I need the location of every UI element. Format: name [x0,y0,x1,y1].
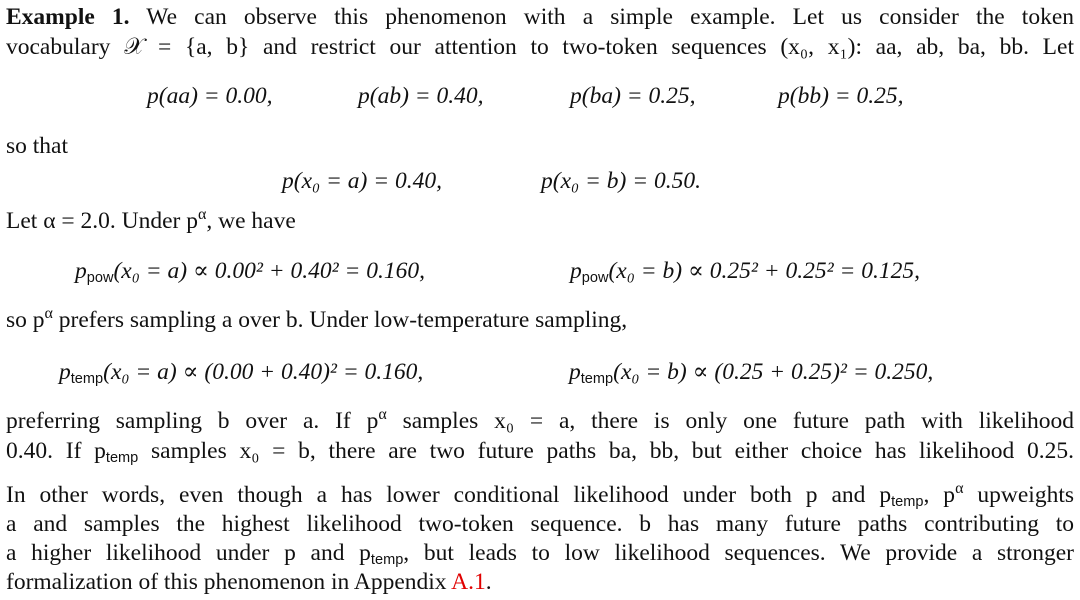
pow-eq-a: $p_{pow}(x_0 = a) \propto 0.00^2 + 0.40^2 = 0.160$, [75,258,426,287]
prob-ab: p(ab) = 0.40, [358,83,484,109]
alpha-line-text: Let α = 2.0. Under $p^\alpha$, we have [6,206,296,234]
para2-line-4-period: . [485,569,492,595]
para1-line-2: 0.40. If $p_{temp}$ samples x₀ = b, there are two future paths ba, bb, but either choice has likelihood 0.25. [6,438,1075,467]
so-that-text: so that [6,133,69,159]
intro-line-2: vocabulary 𝒳 = {a, b} and restrict our attention to two-token sequences (x₀, x₁): aa, ab, ba, bb. Let [6,34,1074,60]
para1-line-2-wrap [6,436,1074,466]
para2-line-4-text: formalization of this phenomenon in Appendix [6,569,452,595]
prob-aa: p(aa) = 0.00, [147,83,273,109]
prob-ba: p(ba) = 0.25, [570,83,696,109]
example-first-line-text [6,2,1074,32]
intro-line-2-wrap [6,32,1074,62]
temp-eq-a: $p_{temp}(x_0 = a) \propto (0.00 + 0.40)^2 = 0.160$, [59,359,424,388]
marginal-b: p(x₀ = b) = 0.50. [541,168,701,194]
para2-line-2: a and samples the highest likelihood two-token sequence. b has many future paths contributing to [6,511,1074,537]
alpha-line [6,206,296,236]
para2-line-4 [6,567,492,597]
pow-eq-b: $p_{pow}(x_0 = b) \propto 0.25^2 + 0.25^2 = 0.125$, [570,258,921,287]
para2-line-3: a higher likelihood under p and $p_{temp}$, but leads to low likelihood sequences. We provide a stronger [6,540,1074,569]
pow-sentence: so $p^\alpha$ prefers sampling a over b. Under low-temperature sampling, [6,305,628,333]
para2-line-1-wrap [6,480,1074,510]
marginal-a: p(x₀ = a) = 0.40, [282,168,442,194]
example-first-line [6,2,1074,32]
example-heading: Example 1. [6,4,130,30]
para1-line-1: preferring sampling b over a. If $p^\alpha$ samples x₀ = a, there is only one future path with likelihood [6,406,1074,434]
para2-line-2-wrap [6,509,1074,539]
intro-line-1: We can observe this phenomenon with a simple example. Let us consider the token [129,4,1075,30]
temp-eq-b: $p_{temp}(x_0 = b) \propto (0.25 + 0.25)^2 = 0.250$, [569,359,934,388]
para2-line-3-wrap [6,538,1074,568]
appendix-link[interactable]: A.1 [451,569,486,595]
para1-line-1-wrap [6,406,1074,436]
prob-bb: p(bb) = 0.25, [778,83,904,109]
para2-line-1: In other words, even though a has lower conditional likelihood under both p and $p_{temp}$, $p^\alpha$ upweights [6,480,1074,511]
